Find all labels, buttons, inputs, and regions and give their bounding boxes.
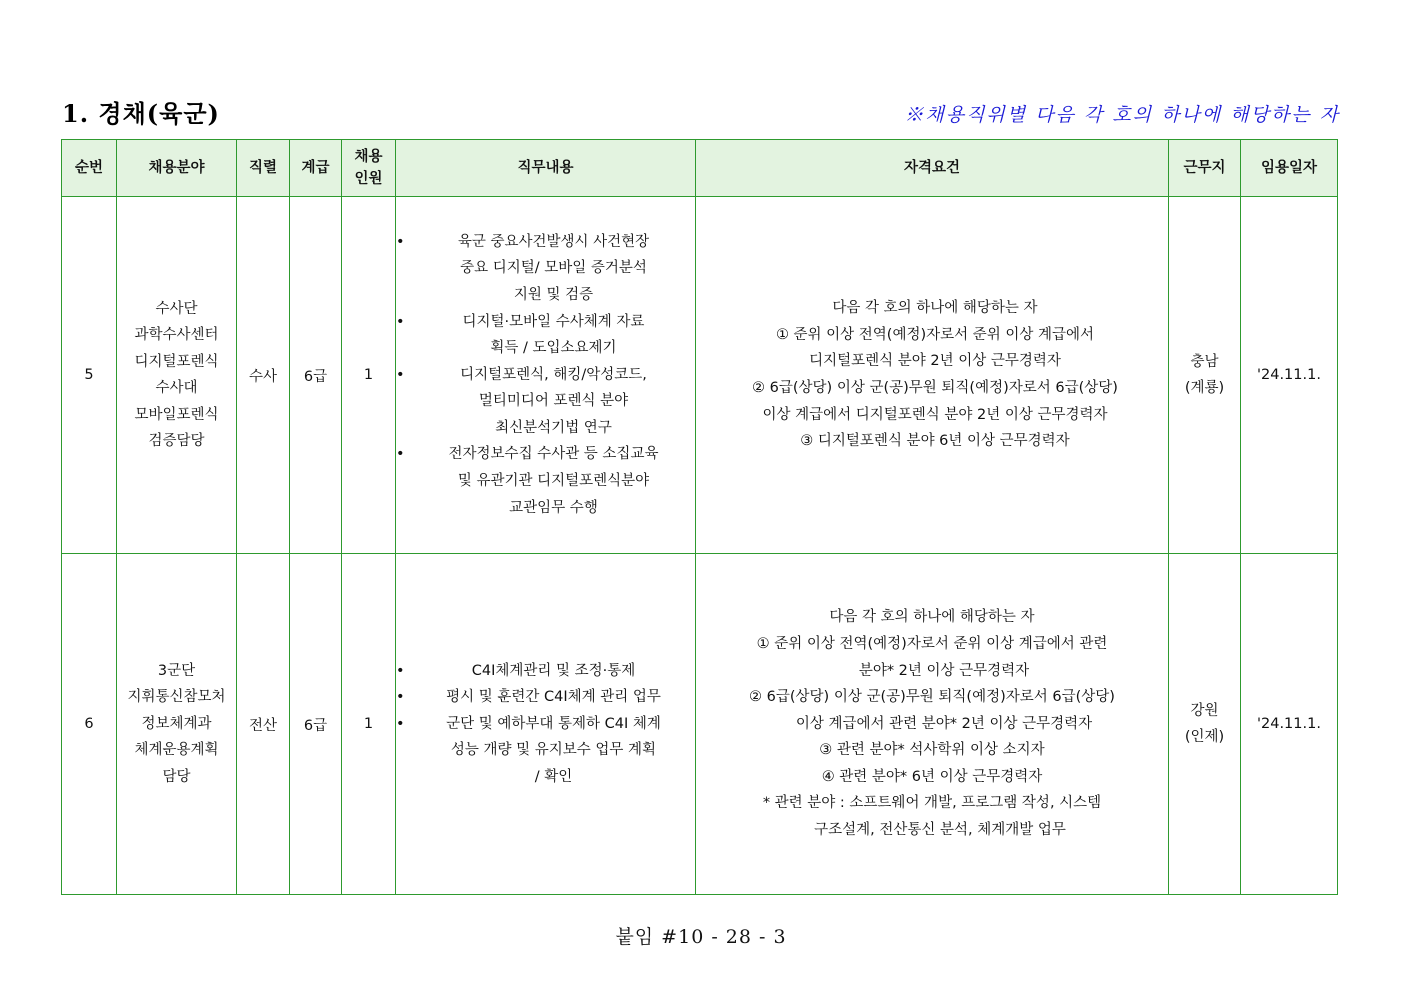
cell-field-line: 수사대: [155, 380, 198, 396]
duty-line: 성능 개량 및 유지보수 업무 계획: [450, 742, 657, 759]
cell-qualification: [696, 554, 1169, 895]
table-body: [62, 197, 1338, 895]
cell-field-line: 디지털포렌식: [134, 353, 219, 370]
header-no: 순번: [62, 140, 117, 197]
cell-location: [1169, 197, 1241, 554]
qualification-line: 이상 계급에서 디지털포렌식 분야 2년 이상 근무경력자: [762, 406, 1108, 423]
duty-text: [412, 309, 695, 362]
cell-date: '24.11.1.: [1241, 197, 1338, 554]
qualification-line: 이상 계급에서 관련 분야* 2년 이상 근무경력자: [795, 715, 1093, 732]
cell-location-line: (계룡): [1184, 380, 1225, 396]
duty-text: [412, 658, 695, 685]
duty-line: 획득 / 도입소요제기: [490, 340, 617, 357]
table-row: [62, 554, 1338, 895]
qualification-line: ② 6급(상당) 이상 군(공)무원 퇴직(예정)자로서 6급(상당): [749, 689, 1115, 706]
duty-item: [396, 309, 695, 362]
duty-line: 지원 및 검증: [513, 286, 594, 303]
table-header-row: [62, 140, 1338, 197]
qualification-line: ② 6급(상당) 이상 군(공)무원 퇴직(예정)자로서 6급(상당): [752, 380, 1118, 396]
duty-line: 최신분석기법 연구: [495, 419, 612, 436]
duty-text: [412, 362, 695, 442]
cell-count: 1: [342, 197, 396, 554]
header-date: 임용일자: [1241, 140, 1338, 197]
bullet-icon: •: [396, 313, 405, 330]
cell-field-line: 정보체계과: [141, 715, 212, 732]
cell-grade: 6급: [290, 554, 342, 895]
cell-field-line: 모바일포렌식: [134, 406, 219, 423]
page-number: 붙임 #10 - 28 - 3: [615, 926, 787, 948]
bullet-icon: •: [396, 662, 405, 679]
cell-location: [1169, 554, 1241, 895]
cell-field-line: 수사단: [155, 300, 198, 317]
duty-line: 디지털·모바일 수사체계 자료: [462, 313, 645, 330]
qualification-line: ① 준위 이상 전역(예정)자로서 준위 이상 계급에서 관련: [756, 635, 1108, 652]
recruitment-table: [61, 139, 1338, 895]
qualification-line: ① 준위 이상 전역(예정)자로서 준위 이상 계급에서: [775, 326, 1095, 343]
qualification-line: 다음 각 호의 하나에 해당하는 자: [832, 300, 1038, 317]
duty-item: [396, 658, 695, 685]
header-grade: 계급: [290, 140, 342, 197]
cell-no: 6: [62, 554, 117, 895]
bullet-icon: •: [396, 366, 405, 383]
cell-series: 전산: [237, 554, 290, 895]
duty-line: 평시 및 훈련간 C4I체계 관리 업무: [446, 689, 661, 706]
header-location: 근무지: [1169, 140, 1241, 197]
cell-field: [117, 554, 237, 895]
cell-date: '24.11.1.: [1241, 554, 1338, 895]
qualification-line: 다음 각 호의 하나에 해당하는 자: [829, 609, 1035, 626]
header-count: [342, 140, 396, 197]
duty-line: 디지털포렌식, 해킹/악성코드,: [460, 366, 647, 383]
header-field: 채용분야: [117, 140, 237, 197]
cell-field-line: 3군단: [157, 662, 196, 679]
cell-field-line: 과학수사센터: [134, 327, 219, 343]
header-series: 직렬: [237, 140, 290, 197]
cell-location-line: 충남: [1190, 353, 1219, 370]
section-title: 1. 경채(육군): [62, 99, 220, 128]
cell-location-line: 강원: [1190, 702, 1219, 719]
duty-line: / 확인: [534, 768, 573, 785]
duty-line: 교관임무 수행: [509, 499, 598, 516]
cell-field-line: 체계운용계획: [134, 742, 219, 759]
cell-field-line: 지휘통신참모처: [127, 689, 226, 706]
cell-count: 1: [342, 554, 396, 895]
duty-text: [412, 229, 695, 309]
duty-item: [396, 441, 695, 521]
qualification-line: ③ 디지털포렌식 분야 6년 이상 근무경력자: [800, 433, 1070, 450]
qualification-line: 디지털포렌식 분야 2년 이상 근무경력자: [809, 353, 1061, 370]
duty-line: C4I체계관리 및 조정·통제: [471, 662, 636, 679]
cell-grade: 6급: [290, 197, 342, 554]
header-duty: 직무내용: [396, 140, 696, 197]
cell-location-line: (인제): [1184, 729, 1225, 745]
duty-text: [412, 684, 695, 711]
qualification-line: 구조설계, 전산통신 분석, 체계개발 업무: [814, 822, 1066, 839]
section-note: ※채용직위별 다음 각 호의 하나에 해당하는 자: [904, 104, 1340, 126]
cell-duty: [396, 197, 696, 554]
duty-line: 육군 중요사건발생시 사건현장: [457, 233, 650, 250]
duty-line: 멀티미디어 포렌식 분야: [478, 393, 629, 410]
duty-line: 전자정보수집 수사관 등 소집교육: [448, 446, 659, 463]
duty-item: [396, 362, 695, 442]
header-qual: 자격요건: [696, 140, 1169, 197]
cell-duty: [396, 554, 696, 895]
cell-field-line: 담당: [162, 768, 191, 785]
cell-qualification: [696, 197, 1169, 554]
qualification-line: ③ 관련 분야* 석사학위 이상 소지자: [819, 742, 1045, 759]
cell-no: 5: [62, 197, 117, 554]
bullet-icon: •: [396, 233, 405, 250]
qualification-line: * 관련 분야 : 소프트웨어 개발, 프로그램 작성, 시스템: [762, 795, 1102, 812]
duty-item: [396, 229, 695, 309]
duty-text: [412, 441, 695, 521]
qualification-line: ④ 관련 분야* 6년 이상 근무경력자: [821, 768, 1043, 785]
bullet-icon: •: [396, 446, 405, 463]
table-row: [62, 197, 1338, 554]
cell-field-line: 검증담당: [148, 433, 205, 449]
bullet-icon: •: [396, 715, 405, 732]
header-count-line2: 인원: [354, 171, 383, 187]
cell-series: 수사: [237, 197, 290, 554]
duty-line: 중요 디지털/ 모바일 증거분석: [460, 260, 647, 277]
duty-item: [396, 711, 695, 791]
duty-line: 군단 및 예하부대 통제하 C4I 체계: [446, 715, 661, 732]
header-count-line1: 채용: [354, 149, 383, 165]
duty-text: [412, 711, 695, 791]
duty-item: [396, 684, 695, 711]
cell-field: [117, 197, 237, 554]
duty-line: 및 유관기관 디지털포렌식분야: [457, 473, 650, 490]
bullet-icon: •: [396, 689, 405, 706]
qualification-line: 분야* 2년 이상 근무경력자: [858, 662, 1030, 679]
